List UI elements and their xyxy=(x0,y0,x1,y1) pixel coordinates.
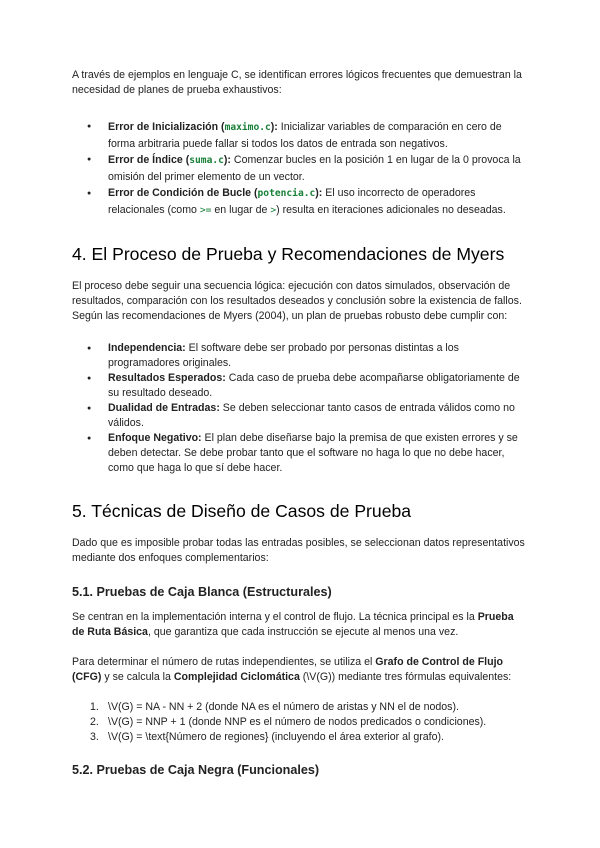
list-item: ● Enfoque Negativo: El plan debe diseñarse bajo la premisa de que existen errores y se deben detectar. Se debe probar tanto que el software no haga lo que no debe hacer, como que haga lo que sí debe hacer. xyxy=(72,431,528,476)
error-title: Error de Inicialización (maximo.c): xyxy=(108,121,278,133)
code-operator: > xyxy=(270,205,277,216)
code-filename: potencia.c xyxy=(257,188,316,199)
error-title: Error de Condición de Bucle (potencia.c): xyxy=(108,187,323,199)
subsection-heading: 5.2. Pruebas de Caja Negra (Funcionales) xyxy=(72,763,320,777)
subsection-paragraph: Se centran en la implementación interna y el control de flujo. La técnica principal es la Prueba de Ruta Básica, que garantiza que cada instrucción se ejecute al menos una vez. xyxy=(72,611,514,638)
list-item: ● Resultados Esperados: Cada caso de prueba debe acompañarse obligatoriamente de su resultado deseado. xyxy=(72,371,528,401)
subsection-heading: 5.1. Pruebas de Caja Blanca (Estructurales) xyxy=(72,585,332,599)
section-heading: 5. Técnicas de Diseño de Casos de Prueba xyxy=(72,501,412,521)
list-item: ● Error de Índice (suma.c): Comenzar bucles en la posición 1 en lugar de la 0 provoca la omisión del primer elemento de un vector. xyxy=(72,152,528,185)
list-item: ● Dualidad de Entradas: Se deben seleccionar tanto casos de entrada válidos como no válidos. xyxy=(72,401,528,431)
list-item: ● Error de Inicialización (maximo.c): Inicializar variables de comparación en cero de forma arbitraria puede fallar si todos los datos de entrada son negativos. xyxy=(72,119,528,152)
list-item: 2. \V(G) = NNP + 1 (donde NNP es el número de nodos predicados o condiciones). xyxy=(90,716,487,728)
recommendations-list xyxy=(72,341,528,476)
code-operator: >= xyxy=(199,205,212,216)
formulas-list xyxy=(72,700,528,745)
code-filename: suma.c xyxy=(189,155,224,166)
section-paragraph: Dado que es imposible probar todas las entradas posibles, se seleccionan datos representativos mediante dos enfoques complementarios: xyxy=(72,537,525,564)
error-title: Error de Índice (suma.c): xyxy=(108,154,231,166)
subsection-paragraph: Para determinar el número de rutas independientes, se utiliza el Grafo de Control de Flujo (CFG) y se calcula la Complejidad Ciclomática (\V(G)) mediante tres fórmulas equivalentes: xyxy=(72,656,512,683)
code-filename: maximo.c xyxy=(224,122,271,133)
section-paragraph: El proceso debe seguir una secuencia lógica: ejecución con datos simulados, observación de resultados, comparación con los resultados deseados y conclusión sobre la existencia de fallos. Según las recomendaciones de Myers (2004), un plan de pruebas robusto debe cumplir con: xyxy=(72,280,522,322)
list-item: 1. \V(G) = NA - NN + 2 (donde NA es el número de aristas y NN el de nodos). xyxy=(90,701,459,713)
list-item: ● Error de Condición de Bucle (potencia.c): El uso incorrecto de operadores relacionales (como >= en lugar de >) resulta en iteraciones adicionales no deseadas. xyxy=(72,185,528,219)
list-item: ● Independencia: El software debe ser probado por personas distintas a los programadores originales. xyxy=(72,341,528,371)
intro-paragraph: A través de ejemplos en lenguaje C, se identifican errores lógicos frecuentes que demuestran la necesidad de planes de prueba exhaustivos: xyxy=(72,69,522,96)
errors-list xyxy=(72,119,528,219)
list-item: 3. \V(G) = \text{Número de regiones} (incluyendo el área exterior al grafo). xyxy=(90,731,444,743)
section-heading: 4. El Proceso de Prueba y Recomendaciones de Myers xyxy=(72,244,505,264)
